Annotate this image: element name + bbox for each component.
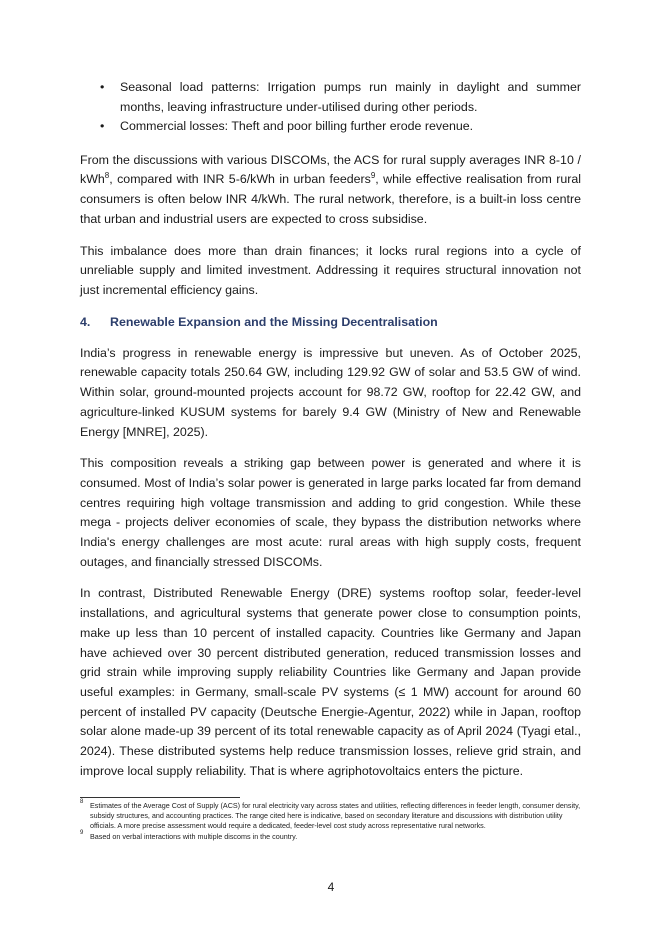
bullet-item [80,117,581,137]
paragraph-text: , compared with INR 5-6/kWh in urban feeders [109,172,371,187]
footnote-divider [80,797,240,798]
bullet-icon: • [100,80,105,94]
footnote-ref-8[interactable]: 8 [104,171,110,181]
section-heading [80,313,581,332]
bullet-list [80,78,581,137]
bullet-icon: • [100,119,105,134]
paragraph-text: From the discussions with various DISCOMs, the ACS for rural supply averages INR 8-10 / kWh [80,152,581,187]
section-title: Renewable Expansion and the Missing Decentralisation [110,314,438,329]
page-number: 4 [327,880,335,894]
footnote-ref-9[interactable]: 9 [370,171,376,181]
footnote-8: 8 Estimates of the Average Cost of Supply (ACS) for rural electricity vary across states and utilities, reflecting differences in feeder length, consumer density, subsidy structures, and accounting practices. The range cited here is indicative, based on secondary literature and discussions with distribution utility officials. A more precise assessment would require a dedicated, feeder-level cost study across representative rural networks. [80,799,581,831]
footnote-text: Estimates of the Average Cost of Supply (ACS) for rural electricity vary across states and utilities, reflecting differences in feeder length, consumer density, subsidy structures, and accounting practices. The range cited here is indicative, based on secondary literature and discussions with distribution utility officials. A more precise assessment would require a dedicated, feeder-level cost study across representative rural networks. [90,801,581,831]
footnotes [80,801,581,842]
bullet-text: Commercial losses: Theft and poor billing further erode revenue. [120,119,474,134]
section-number: 4. [80,314,91,329]
bullet-item [80,78,581,117]
paragraph-imbalance: This imbalance does more than drain finances; it locks rural regions into a cycle of unreliable supply and limited investment. Addressing it requires structural innovation not just incremental efficiency gains. [80,243,581,297]
body-content [80,78,581,793]
footnote-9: 9 Based on verbal interactions with multiple discoms in the country. [80,829,298,841]
paragraph-composition: This composition reveals a striking gap between power is generated and where it is consumed. Most of India’s solar power is generated in large parks located far from demand centres requiring high voltage transmission and adding to grid congestion. While these mega - projects deliver economies of scale, they bypass the distribution networks where India's energy challenges are most acute: rural areas with high supply costs, frequent outages, and financially stressed DISCOMs. [80,456,581,569]
paragraph-text: , while effective realisation from rural consumers is often below INR 4/kWh. The rural network, therefore, is a built-in loss centre that urban and industrial users are expected to cross subsidise. [80,172,581,226]
bullet-text: Seasonal load patterns: Irrigation pumps run mainly in daylight and summer months, leaving infrastructure under-utilised during other periods. [120,80,581,114]
footnote-text: Based on verbal interactions with multiple discoms in the country. [90,831,298,841]
paragraph-dre: In contrast, Distributed Renewable Energy (DRE) systems rooftop solar, feeder-level installations, and agricultural systems that generate power close to consumption points, make up less than 10 percent of installed capacity. Countries like Germany and Japan have achieved over 30 percent distributed generation, reduced transmission losses and grid strain while improving supply reliability Countries like Germany and Japan provide useful examples: in Germany, small-scale PV systems (≤ 1 MW) account for around 60 percent of installed PV capacity (Deutsche Energie-Agentur, 2022) while in Japan, rooftop solar alone made-up 39 percent of its total renewable capacity as of April 2024 (Tyagi etal., 2024). These distributed systems help reduce transmission losses, relieve grid strain, and improve local supply reliability. That is where agriphotovoltaics enters the picture. [80,586,581,778]
paragraph-renewable-progress: India’s progress in renewable energy is impressive but uneven. As of October 2025, renewable capacity totals 250.64 GW, including 129.92 GW of solar and 53.5 GW of wind. Within solar, ground-mounted projects account for 98.72 GW, rooftop for 22.42 GW, and agriculture-linked KUSUM systems for barely 9.4 GW (Ministry of New and Renewable Energy [MNRE], 2025). [80,345,581,439]
paragraph-acs [80,151,581,230]
